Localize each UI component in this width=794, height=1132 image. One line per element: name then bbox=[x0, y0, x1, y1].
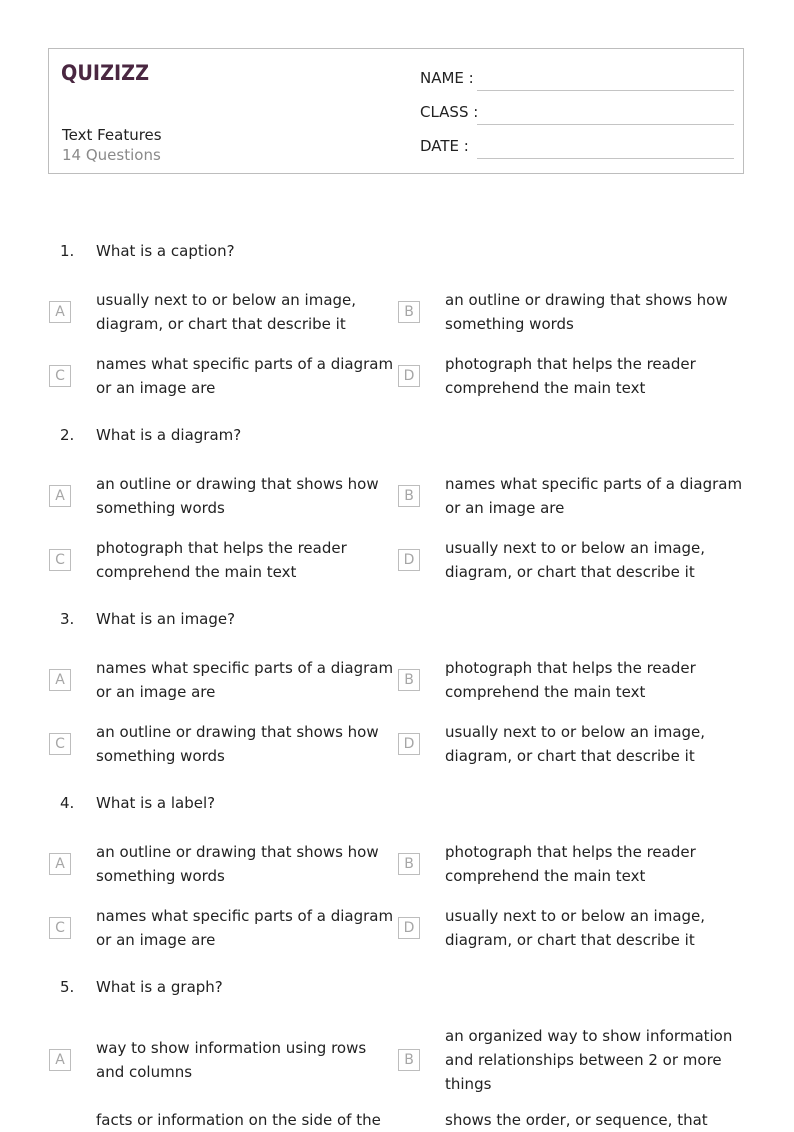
date-field bbox=[420, 137, 734, 159]
question-text: What is an image? bbox=[96, 610, 236, 628]
question-number: 3. bbox=[60, 610, 75, 628]
name-label: NAME : bbox=[420, 69, 474, 87]
svg-text:QUIZIZZ: QUIZIZZ bbox=[61, 61, 149, 85]
option-box-c[interactable]: C bbox=[49, 917, 71, 939]
class-line[interactable] bbox=[477, 124, 734, 125]
option-box-b[interactable]: B bbox=[398, 669, 420, 691]
option-box-a[interactable]: A bbox=[49, 301, 71, 323]
option-text-b: photograph that helps the reader comprehend the main text bbox=[445, 843, 696, 885]
option-text-b: an organized way to show information and relationships between 2 or more things bbox=[445, 1027, 733, 1093]
option-text-c: an outline or drawing that shows how something words bbox=[96, 723, 379, 765]
class-field bbox=[420, 103, 734, 125]
question-number: 4. bbox=[60, 794, 75, 812]
option-box-a[interactable]: A bbox=[49, 485, 71, 507]
option-box-a[interactable]: A bbox=[49, 669, 71, 691]
option-text-c: names what specific parts of a diagram or an image are bbox=[96, 907, 394, 949]
worksheet-header bbox=[48, 48, 744, 174]
option-text-b: photograph that helps the reader comprehend the main text bbox=[445, 659, 696, 701]
name-field bbox=[420, 69, 734, 91]
option-box-c[interactable]: C bbox=[49, 365, 71, 387]
question-count: 14 Questions bbox=[62, 146, 161, 164]
option-text-b: an outline or drawing that shows how something words bbox=[445, 291, 728, 333]
class-label: CLASS : bbox=[420, 103, 479, 121]
option-text-a: an outline or drawing that shows how something words bbox=[96, 475, 379, 517]
question-text: What is a label? bbox=[96, 794, 216, 812]
option-box-c[interactable]: C bbox=[49, 733, 71, 755]
option-box-d[interactable]: D bbox=[398, 549, 420, 571]
quizizz-logo bbox=[61, 57, 153, 87]
option-text-d: usually next to or below an image, diagram, or chart that describe it bbox=[445, 907, 706, 949]
option-text-d: shows the order, or sequence, that bbox=[445, 1111, 708, 1129]
option-box-c[interactable]: C bbox=[49, 549, 71, 571]
worksheet-title: Text Features bbox=[62, 126, 162, 144]
name-line[interactable] bbox=[477, 90, 734, 91]
question-number: 2. bbox=[60, 426, 75, 444]
option-box-a[interactable]: A bbox=[49, 853, 71, 875]
question-text: What is a graph? bbox=[96, 978, 223, 996]
date-label: DATE : bbox=[420, 137, 469, 155]
option-text-c: photograph that helps the reader comprehend the main text bbox=[96, 539, 347, 581]
option-box-a[interactable]: A bbox=[49, 1049, 71, 1071]
question-text: What is a diagram? bbox=[96, 426, 242, 444]
option-text-a: usually next to or below an image, diagram, or chart that describe it bbox=[96, 291, 357, 333]
option-box-d[interactable]: D bbox=[398, 733, 420, 755]
option-text-d: photograph that helps the reader comprehend the main text bbox=[445, 355, 696, 397]
option-text-a: way to show information using rows and columns bbox=[96, 1039, 367, 1081]
date-line[interactable] bbox=[477, 158, 734, 159]
option-text-a: an outline or drawing that shows how something words bbox=[96, 843, 379, 885]
option-box-d[interactable]: D bbox=[398, 365, 420, 387]
option-box-b[interactable]: B bbox=[398, 1049, 420, 1071]
question-text: What is a caption? bbox=[96, 242, 235, 260]
option-text-b: names what specific parts of a diagram or an image are bbox=[445, 475, 743, 517]
option-box-b[interactable]: B bbox=[398, 301, 420, 323]
option-box-b[interactable]: B bbox=[398, 485, 420, 507]
question-number: 1. bbox=[60, 242, 75, 260]
option-text-c: facts or information on the side of the bbox=[96, 1111, 381, 1129]
option-text-a: names what specific parts of a diagram or an image are bbox=[96, 659, 394, 701]
option-text-c: names what specific parts of a diagram or an image are bbox=[96, 355, 394, 397]
option-text-d: usually next to or below an image, diagram, or chart that describe it bbox=[445, 539, 706, 581]
option-text-d: usually next to or below an image, diagram, or chart that describe it bbox=[445, 723, 706, 765]
question-number: 5. bbox=[60, 978, 75, 996]
option-box-b[interactable]: B bbox=[398, 853, 420, 875]
option-box-d[interactable]: D bbox=[398, 917, 420, 939]
